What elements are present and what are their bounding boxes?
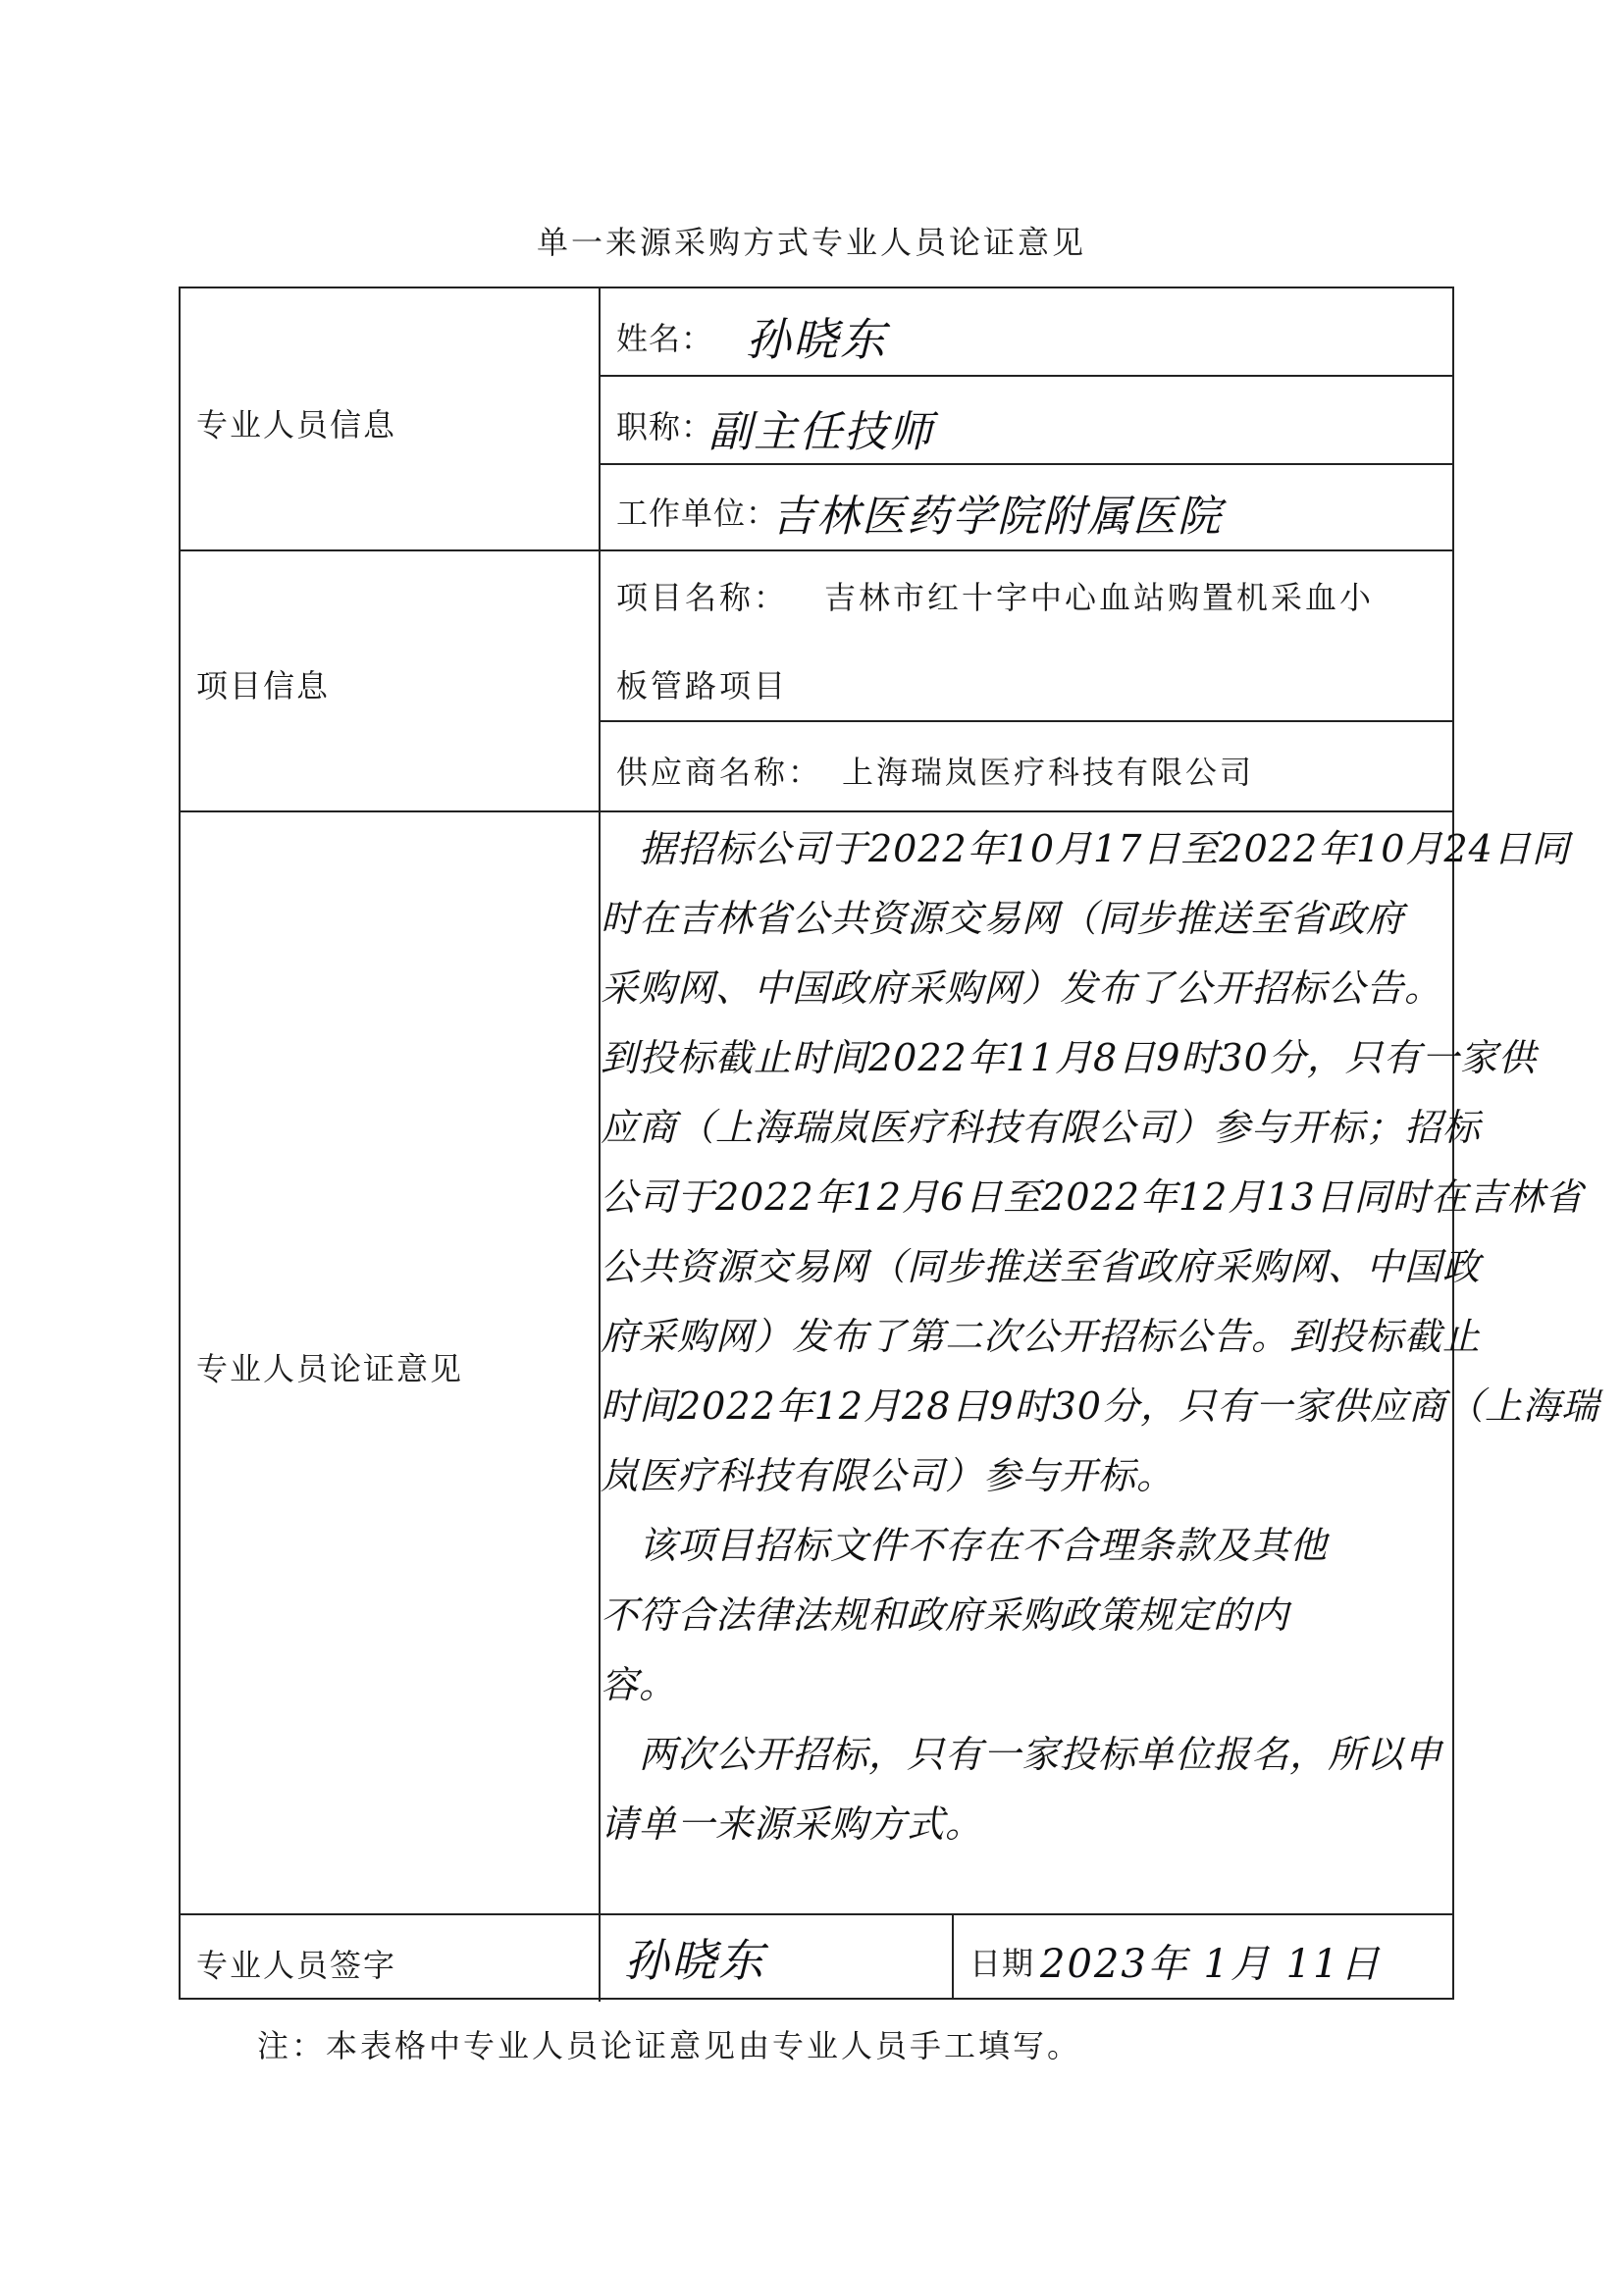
unit-handwritten: 吉林医药学院附属医院 (771, 492, 1223, 542)
supplier-value: 上海瑞岚医疗科技有限公司 (842, 754, 1255, 791)
opinion-line: 容。 (601, 1663, 678, 1706)
project-name-value-line1: 吉林市红十字中心血站购置机采血小 (824, 579, 1375, 616)
name-handwritten: 孙晓东 (746, 313, 887, 366)
section-label-personnel: 专业人员信息 (196, 406, 397, 444)
footnote: 注：本表格中专业人员论证意见由专业人员手工填写。 (257, 2027, 1082, 2064)
opinion-line: 岚医疗科技有限公司）参与开标。 (601, 1454, 1176, 1497)
signature-handwritten: 孙晓东 (624, 1934, 765, 1987)
section-divider-signature (181, 1913, 1452, 1915)
title-handwritten: 副主任技师 (708, 407, 934, 457)
opinion-line: 时在吉林省公共资源交易网（同步推送至省政府 (601, 897, 1405, 940)
row-divider-supplier (599, 720, 1452, 722)
row-divider-title (599, 463, 1452, 465)
unit-label: 工作单位： (616, 495, 779, 532)
opinion-line: 府采购网）发布了第二次公开招标公告。到投标截止 (601, 1315, 1482, 1358)
date-cell-divider (952, 1913, 954, 2000)
project-name-value-line2: 板管路项目 (616, 667, 789, 704)
opinion-line: 应商（上海瑞岚医疗科技有限公司）参与开标；招标 (601, 1106, 1482, 1149)
opinion-line: 采购网、中国政府采购网）发布了公开招标公告。 (601, 966, 1443, 1010)
opinion-handwritten-text (601, 814, 1599, 1859)
opinion-line: 到投标截止时间2022年11月8日9时30分，只有一家供 (601, 1036, 1537, 1079)
section-label-opinion: 专业人员论证意见 (196, 1350, 464, 1387)
opinion-line: 公共资源交易网（同步推送至省政府采购网、中国政 (601, 1245, 1482, 1288)
opinion-line: 时间2022年12月28日9时30分，只有一家供应商（上海瑞 (601, 1384, 1599, 1428)
opinion-line: 该项目招标文件不存在不合理条款及其他 (601, 1524, 1329, 1567)
name-label: 姓名： (616, 320, 714, 357)
title-label: 职称： (616, 408, 714, 445)
opinion-line: 请单一来源采购方式。 (601, 1802, 984, 1846)
supplier-label: 供应商名称： (616, 754, 823, 791)
section-label-signature: 专业人员签字 (196, 1947, 397, 1984)
opinion-line: 据招标公司于2022年10月17日至2022年10月24日同 (601, 827, 1570, 870)
project-name-label: 项目名称： (616, 579, 789, 616)
section-label-project: 项目信息 (196, 667, 331, 704)
section-divider-opinion (181, 810, 1452, 812)
opinion-line: 不符合法律法规和政府采购政策规定的内 (601, 1593, 1290, 1637)
opinion-line: 公司于2022年12月6日至2022年12月13日同时在吉林省 (601, 1175, 1584, 1219)
opinion-line: 两次公开招标，只有一家投标单位报名，所以申 (601, 1733, 1443, 1776)
date-handwritten: 2023年 1月 11日 (1040, 1942, 1382, 1987)
row-divider-name (599, 375, 1452, 377)
section-divider-project (181, 549, 1452, 551)
date-label: 日期 (969, 1945, 1035, 1982)
document-title: 单一来源采购方式专业人员论证意见 (536, 224, 1086, 261)
